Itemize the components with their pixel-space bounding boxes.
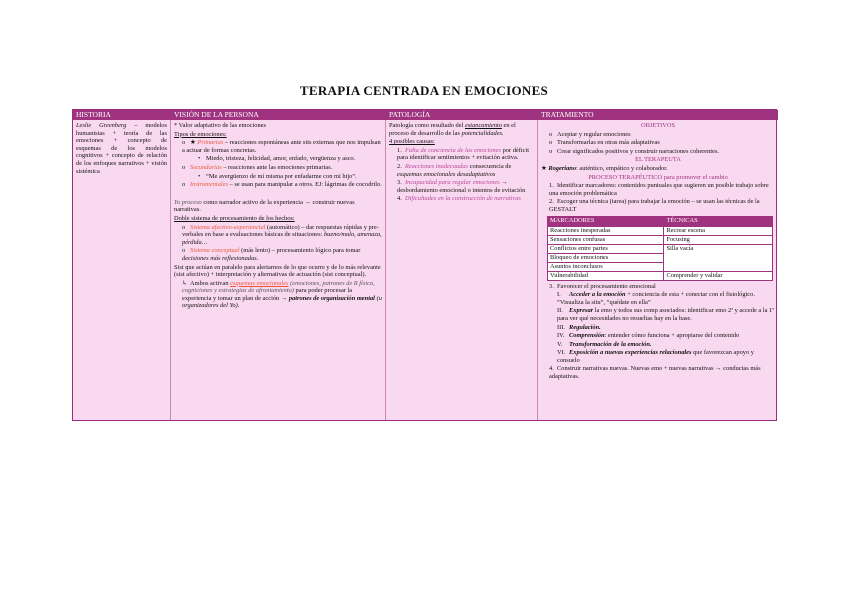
subpaso-4-label: Comprensión: [569, 332, 605, 340]
table-row: [548, 271, 773, 280]
vision-column: * Valor adaptativo de las emociones Tipos de emociones: o ★ Primarias – reacciones espontáneas ante sits externas que nos impulsan a actuar de formas concretas. • Miedo, tristeza, felicidad, amor, enfado, vergüenza y asco. o Secundarias – reacciones ante las emociones primarias. • “Me avergüenzo de mí misma por enfadarme con mi hijo”. o Instrumentales – se usan para manipular a otros. EJ: lágrimas de cocodrilo. Yo proceso como narrador activo de la experiencia → construir nuevas narrativas. Doble sistema de procesamiento de los hechos: o Sistema afectivo-experiencial (automático) – dar respuestas rápidas y pre-verbales en base a evaluaciones básicas de situaciones: bueno/malo, amenaza, pérdida… o Sistema conceptual (más lento) – procesamiento lógico para tomar decisiones más reflexionadas. Sist que actúan en paralelo para alertarnos de lo que ocurre y de lo más relevante (sist afectivo) + interpretación y alternativas de actuación (sist conceptual). ↳ Ambos activan esquemas emocionales (emociones, patrones de R física, cogniciones y estrategias de afrontamiento) para poder procesar la experiencia y tomar un plan de acción → patrones de organización mental (u organizadores del Yo).: [171, 120, 386, 420]
subpaso-2-label: Expresar: [569, 307, 594, 315]
yo-proceso-desc: como narrador activo de la experiencia → construir nuevas narrativas.: [174, 198, 355, 214]
historia-author: Leslie Greenberg: [76, 122, 127, 129]
patologia-column: Patología como resultado del estancamiento en el proceso de desarrollo de las potencialidades. 4 posibles causas: 1. Falta de conciencia de las emociones por déficit para identificar sentimientos + evitación activa. 2. Reacciones inadecuadas consecuencia de esquemas emocionales desadaptativos 3. Incapacidad para regular emociones → desbordamiento emocional o intentos de evitación 4. Dificultades en la construcción de narrativas: [386, 120, 538, 420]
objetivo-3: Crear significados positivos y construir narraciones coherentes.: [557, 147, 720, 155]
marcador-1: Reacciones inesperadas: [548, 226, 664, 235]
plan-text: para poder procesar la experiencia y tomar un plan de acción →: [182, 287, 353, 302]
doble-sistema: Doble sistema de procesamiento de los hechos:: [174, 214, 295, 222]
esquemas-label: esquemas emocionales: [230, 279, 289, 287]
causas-label: 4 posibles causas:: [389, 138, 435, 146]
paso-3: Favorecer el procesamiento emocional: [557, 282, 656, 290]
summary-table: [72, 109, 777, 421]
marcador-4: Bloqueo de emociones: [548, 253, 664, 262]
primarias-ejemplo: Miedo, tristeza, felicidad, amor, enfado, vergüenza y asco.: [206, 155, 356, 163]
instrumentales-label: Instrumentales: [190, 181, 228, 189]
organizadores-text: (u organizadores del Yo).: [182, 294, 382, 310]
causa-1-label: Falta de conciencia de las emociones: [405, 146, 502, 154]
rogeriano-desc: : auténtico, empático y colaborador.: [576, 164, 668, 172]
header-patologia: PATOLOGÍA: [386, 110, 538, 120]
tecnica-1: Recrear escena: [664, 226, 773, 235]
subpaso-1-desc: + conciencia de esta + conectar con el fisiológico. “Visualiza la situ”, “quédate en ella”: [557, 291, 755, 306]
yo-proceso-label: Yo proceso: [174, 198, 202, 206]
page-title: TERAPIA CENTRADA EN EMOCIONES: [299, 83, 549, 98]
marcador-6: Vulnerabilidad: [548, 271, 664, 280]
patologia-intro-2: en el proceso de desarrollo de las: [389, 122, 516, 137]
sistema-conceptual-label: Sistema conceptual: [190, 247, 240, 255]
table-row: [548, 235, 773, 244]
objetivo-2: Transformarlas en otras más adaptativas: [557, 139, 660, 147]
tratamiento-column: OBJETIVOS o Aceptar y regular emociones o Transformarlas en otras más adaptativas o Crear significados positivos y construir narraciones coherentes. EL TERAPEUTA ★ Rogeriano: auténtico, empático y colaborador. PROCESO TERAPÉUTICO para promover el cambio 1. Identificar marcadores: contenidos puntuales que sugieren un posible trabajo sobre una emoción problemática 2. Escoger una técnica (tarea) para trabajar la emoción – se usan las técnicas de la GESTALT MARCADORES TÉCNICAS Reacciones inesperadas Recrear escena Sensaciones confusas Focusing Conflictos entre partes Silla vacía Bloqueo de emociones Asuntos inconclusos Vulnerabilidad Comprender y validar 3. Favorecer el procesamiento emocional I. Acceder a la emoción + conciencia de esta + conectar con el fisiológico. “Visualiza la situ”, “quédate en ella” II. Expresar la emo y todos sus comp asociados: identificar emo 2ª y accede a la 1ª para ver qué necesidades no resueltas hay en la base. III. Regulación. IV. Comprensión: entender cómo funciona + apropiarse del contenido V. Transformación de la emoción. VI. Exposición a nuevas experiencias relacionales que favorezcan apoyo y consuelo 4. Construir narrativas nuevas. Nuevas emo + nuevas narrativas → conductas más adaptativas.: [541, 122, 774, 381]
secundarias-label: Secundarias: [190, 163, 222, 171]
causa-1-desc: por déficit para identificar sentimientos + evitación activa.: [397, 146, 530, 162]
table-row: [548, 226, 773, 235]
causa-2-label: Reacciones inadecuadas: [405, 162, 468, 170]
subpaso-6-desc: que favorezcan apoyo y consuelo: [557, 349, 754, 364]
primarias-label: Primarias: [197, 139, 224, 147]
potencialidades-label: potencialidades.: [461, 129, 504, 137]
vision-tipos: Tipos de emociones:: [174, 130, 227, 138]
vision-valor: * Valor adaptativo de las emociones: [174, 122, 266, 129]
sistema-afectivo-ejemplo: bueno/malo, amenaza, pérdida…: [182, 231, 382, 246]
subpaso-4-desc: : entender cómo funciona + apropiarse del contenido: [604, 332, 740, 340]
tecnicas-header: TÉCNICAS: [664, 216, 773, 226]
header-vision: VISIÓN DE LA PERSONA: [171, 110, 386, 120]
subpaso-2-desc: la emo y todos sus comp asociados: identificar emo 2ª y accede a la 1ª para ver qué necesidades no resueltas hay en la base.: [557, 307, 774, 322]
marcadores-table: [547, 216, 773, 281]
marcadores-header: MARCADORES: [548, 216, 664, 226]
sistema-afectivo-desc: (automático) – dar respuestas rápidas y pre-verbales en base a evaluaciones básicas de situaciones:: [182, 223, 379, 239]
causa-3-desc: → desbordamiento emocional o intentos de evitación: [397, 179, 526, 194]
historia-text: – modelos humanistas + teoría de las emociones + concepto de esquemas de los modelos cognitivos + concepto de relación de los enfoques narrativos + visión sistémica: [76, 122, 167, 175]
marcador-2: Sensaciones confusas: [548, 235, 664, 244]
tecnica-2: Focusing: [664, 235, 773, 244]
proceso-heading: PROCESO TERAPÉUTICO para promover el cambio: [588, 173, 728, 181]
sistema-conceptual-ejemplo: decisiones más reflexionadas.: [182, 254, 259, 262]
paso-1: Identificar marcadores: contenidos puntuales que sugieren un posible trabajo sobre una emoción problemática: [549, 182, 769, 197]
marcador-3: Conflictos entre partes: [548, 244, 664, 253]
subpaso-1-label: Acceder a la emoción: [569, 291, 626, 299]
objetivos-heading: OBJETIVOS: [640, 122, 676, 129]
terapeuta-heading: EL TERAPEUTA: [635, 156, 681, 164]
table-row: [548, 244, 773, 253]
subpaso-5: Transformación de la emoción.: [569, 340, 652, 348]
instrumentales-desc: – se usan para manipular a otros. EJ: lágrimas de cocodrilo.: [229, 181, 382, 189]
causa-4-label: Dificultades en la construcción de narrativas: [405, 195, 521, 203]
patrones-label: patrones de organización mental: [288, 294, 375, 302]
causa-3-label: Incapacidad para regular emociones: [405, 179, 500, 187]
paso-4: Construir narrativas nuevas. Nuevas emo + nuevas narrativas → conductas más adaptativas.: [549, 365, 761, 381]
esquemas-desc: (emociones, patrones de R física, cogniciones y estrategias de afrontamiento): [182, 279, 375, 295]
subpaso-6-label: Exposición a nuevas experiencias relacionales: [569, 349, 692, 357]
causa-2-desc: consecuencia de: [469, 162, 512, 170]
objetivo-1: Aceptar y regular emociones: [557, 130, 631, 138]
causa-2-esquemas: esquemas emocionales desadaptativos: [397, 170, 496, 178]
historia-column: [73, 120, 171, 420]
secundarias-ejemplo: “Me avergüenzo de mí misma por enfadarme con mi hijo”.: [206, 172, 357, 180]
marcador-5: Asuntos inconclusos: [548, 262, 664, 271]
header-tratamiento: TRATAMIENTO: [538, 110, 778, 120]
sistema-conceptual-desc: (más lento) – procesamiento lógico para tomar: [241, 247, 361, 255]
header-historia: HISTORIA: [73, 110, 171, 120]
secundarias-desc: – reacciones ante las emociones primarias.: [223, 163, 333, 171]
ambos-text: Ambos activan: [190, 279, 229, 287]
sistema-afectivo-label: Sistema afectivo-experiencial: [190, 223, 266, 231]
estancamiento-label: estancamiento: [464, 122, 502, 129]
patologia-intro: Patología como resultado del: [389, 122, 464, 129]
tecnica-6: Comprender y validar: [664, 271, 773, 280]
paso-2: Escoger una técnica (tarea) para trabajar la emoción – se usan las técnicas de la GESTALT: [549, 198, 760, 213]
primarias-desc: – reacciones espontáneas ante sits externas que nos impulsan a actuar de formas concretas.: [182, 139, 381, 154]
tecnica-3: Silla vacía: [664, 244, 773, 271]
rogeriano-label: Rogeriano: [548, 164, 577, 172]
paralelo-text: Sist que actúan en paralelo para alertarnos de lo que ocurre y de lo más relevante (sist afectivo) + interpretación y alternativas de actuación (sist conceptual).: [174, 263, 381, 279]
subpaso-3: Regulación.: [569, 323, 601, 331]
